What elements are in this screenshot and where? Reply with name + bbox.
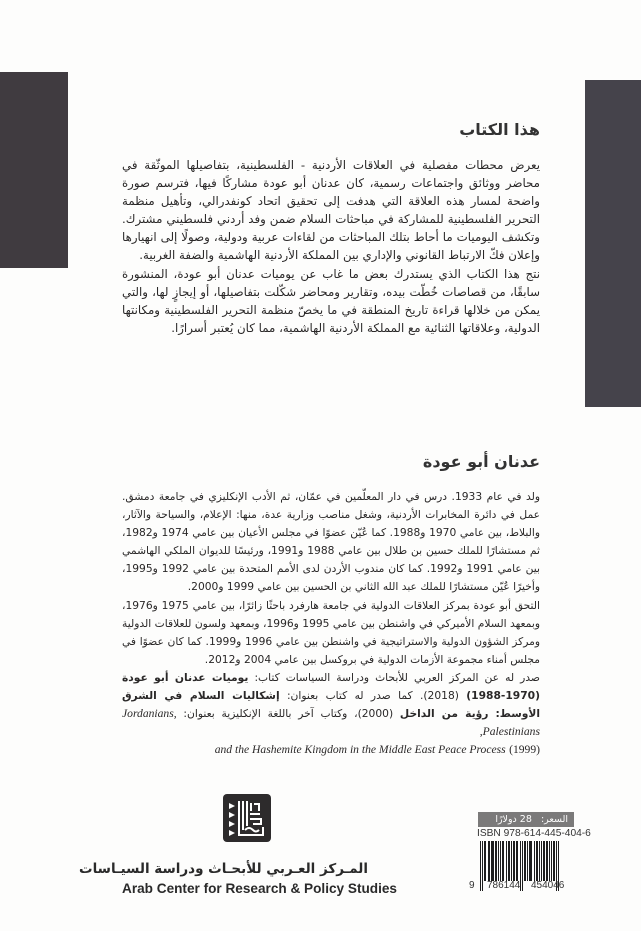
barcode-bar — [534, 841, 535, 881]
barcode-bar — [482, 841, 483, 891]
author-paragraph-1: ولد في عام 1933. درس في دار المعلّمين في عمّان، ثم الأدب الإنكليزي في جامعة دمشق. عمل في دائرة المخابرات الأردنية، وشغل مناصب وزارية عدة، منها: الإعلام، والسياحة والآثار، والبلاط، بين عامي 1970 و1988. كما عُيّن عضوًا في مجلس الأعيان بين عامي 1974 و1982، ثم مستشارًا للملك حسين بن طلال بين عامي 1988 و1991، ورئيسًا للديوان الملكي الهاشمي بين عامي 1991 و1992. كما كان مندوب الأردن لدى الأمم المتحدة بين عامي 1992 و1995، وأخيرًا عُيّن مستشارًا للملك عبد الله الثاني بن الحسين بين عامي 1999 و2000. — [122, 490, 541, 594]
barcode-bar — [488, 841, 490, 881]
barcode-bar — [506, 841, 507, 881]
barcode-bar — [549, 841, 550, 881]
english-book-line — [122, 741, 540, 759]
price-label-text: السعر: — [540, 814, 568, 825]
publications-intro: صدر له عن المركز العربي للأبحاث ودراسة السياسات كتاب: — [248, 670, 540, 684]
decorative-band-right — [585, 80, 641, 407]
barcode-bar — [513, 841, 515, 881]
barcode-bar — [527, 841, 528, 881]
barcode-group-2: 454046 — [531, 880, 565, 891]
barcode-bar — [541, 841, 542, 881]
publisher-name-arabic: المـركز العـربي للأبحـاث ودراسة السيـاسات — [79, 861, 368, 877]
barcode-bar — [543, 841, 545, 881]
publisher-name-english: Arab Center for Research & Policy Studies — [122, 881, 397, 896]
author-heading: عدنان أبو عودة — [422, 452, 540, 471]
book-title-1: يوميات عدنان أبو عودة (1970-1988) — [122, 670, 540, 703]
barcode-bar — [522, 841, 523, 891]
barcode-bar — [480, 841, 481, 891]
barcode-bar — [536, 841, 538, 881]
barcode-bar — [546, 841, 548, 881]
isbn-number: ISBN 978-614-445-404-6 — [477, 828, 591, 839]
barcode-bar — [500, 841, 501, 881]
author-bio-section — [122, 488, 540, 759]
price-label — [478, 812, 574, 827]
arab-center-logo-icon — [223, 794, 271, 842]
barcode-bar — [516, 841, 518, 881]
barcode-bar — [495, 841, 497, 881]
barcode-bar — [524, 841, 526, 881]
barcode-bar — [511, 841, 512, 881]
author-paragraph-2: التحق أبو عودة بمركز العلاقات الدولية في جامعة هارفرد باحثًا زائرًا، بين عامي 1975 و1976، وبمعهد السلام الأميركي في واشنطن بين عامي 1995 و1996، وبمعهد ولسون للعلاقات الدولية ومركز الشؤون الدولية والاستراتيجية في واشنطن بين عامي 1996 و1999. كما كان عضوًا في مجلس أمناء مجموعة الأزمات الدولية في بروكسل بين عامي 2004 و2012. — [122, 598, 541, 666]
barcode-bar — [508, 841, 510, 881]
about-paragraph-1: يعرض محطات مفصلية في العلاقات الأردنية - الفلسطينية، بتفاصيلها الموثّقة في محاضر ووثائق واجتماعات رسمية، كان عدنان أبو عودة مشاركًا فيها، فترسم صورة واضحة لمسار هذه العلاقة التي هدفت إلى تحقيق اتحاد كونفدرالي، وتأهيل منظمة التحرير الفلسطينية للمشاركة في مباحثات السلام ضمن وفد أردني فلسطيني مشترك. وتكشف اليوميات ما أحاط بتلك المباحثات من لقاءات عربية ودولية، وصولًا إلى انهيارها وإعلان فكّ الارتباط القانوني والإداري بين المملكة الأردنية الهاشمية والضفة الغربية. — [122, 158, 540, 263]
barcode-bar — [553, 841, 555, 881]
barcode-digit-first: 9 — [469, 880, 475, 891]
price-value: 28 دولارًا — [495, 814, 532, 825]
barcode-bar — [498, 841, 499, 881]
about-paragraph-2: نتج هذا الكتاب الذي يستدرك بعض ما غاب عن يوميات عدنان أبو عودة، المنشورة سابقًا، من قصاصات خُطّت بيده، وتقارير ومحاضر شكّلت بتفاصيلها، أو إيجازٍ لها، والتي يمكن من خلالها قراءة تاريخ المنطقة في ما يخصّ منظمة التحرير الفلسطينية ومكانتها الدولية، وعلاقاتها الثنائية مع المملكة الأردنية الهاشمية، مما كان يُعتبر أسرارًا. — [122, 266, 540, 335]
english-book-title-part2: and the Hashemite Kingdom in the Middle East Peace Process — [214, 743, 506, 757]
barcode-bar — [491, 841, 494, 881]
barcode-bar — [502, 841, 504, 881]
logo-glyph-icon — [223, 794, 271, 842]
book-year-2: (2000)، وكتاب آخر باللغة الإنكليزية بعنوان: — [176, 707, 400, 721]
about-book-heading: هذا الكتاب — [459, 120, 540, 139]
barcode-bar — [484, 841, 486, 881]
barcode-bar — [529, 841, 532, 881]
about-book-section — [122, 156, 540, 337]
english-book-title-part1: Jordanians, Palestinians, — [122, 707, 540, 739]
barcode-bar — [539, 841, 540, 881]
decorative-band-left — [0, 72, 68, 268]
barcode-bar — [551, 841, 552, 881]
english-book-year: (1999) — [509, 743, 540, 757]
author-paragraph-3 — [122, 669, 540, 741]
book-year-1: (2018). كما صدر له كتاب بعنوان: — [279, 689, 467, 703]
book-title-2: إشكاليات السلام في الشرق الأوسط: رؤية من الداخل — [122, 689, 540, 721]
barcode-group-1: 786144 — [487, 880, 521, 891]
